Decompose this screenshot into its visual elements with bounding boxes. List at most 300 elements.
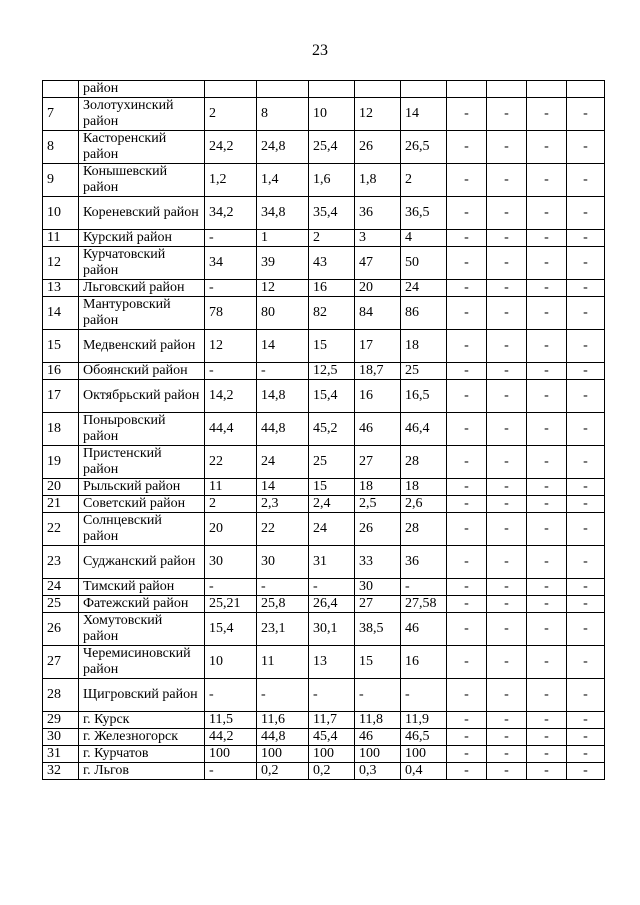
value-cell: - [309, 579, 355, 596]
row-number-cell: 17 [43, 380, 79, 413]
value-cell: 26 [355, 131, 401, 164]
district-name-cell: Касторенский район [79, 131, 205, 164]
district-name-cell: Курчатовский район [79, 247, 205, 280]
value-cell: 10 [205, 646, 257, 679]
district-name-cell: Конышевский район [79, 164, 205, 197]
extra-value-cell: - [487, 230, 527, 247]
extra-value-cell: - [447, 763, 487, 780]
extra-value-cell: - [447, 230, 487, 247]
value-cell: 26 [355, 513, 401, 546]
value-cell [355, 81, 401, 98]
table-row [43, 81, 605, 98]
extra-value-cell: - [447, 363, 487, 380]
value-cell: 31 [309, 546, 355, 579]
district-name-cell: Фатежский район [79, 596, 205, 613]
row-number-cell: 23 [43, 546, 79, 579]
extra-value-cell: - [567, 679, 605, 712]
district-name-cell: Золотухинский район [79, 98, 205, 131]
table-row [43, 712, 605, 729]
value-cell: 15,4 [309, 380, 355, 413]
value-cell: - [257, 579, 309, 596]
value-cell: 86 [401, 297, 447, 330]
value-cell: 15,4 [205, 613, 257, 646]
table-row [43, 197, 605, 230]
value-cell: 16 [401, 646, 447, 679]
table-row [43, 98, 605, 131]
value-cell: 15 [309, 479, 355, 496]
extra-value-cell: - [567, 763, 605, 780]
value-cell: 26,5 [401, 131, 447, 164]
value-cell: 24 [257, 446, 309, 479]
row-number-cell: 26 [43, 613, 79, 646]
extra-value-cell: - [567, 496, 605, 513]
table-row [43, 596, 605, 613]
value-cell: 3 [355, 230, 401, 247]
row-number-cell: 13 [43, 280, 79, 297]
extra-value-cell: - [567, 646, 605, 679]
value-cell: 1,4 [257, 164, 309, 197]
value-cell: - [309, 679, 355, 712]
row-number-cell: 16 [43, 363, 79, 380]
table-row [43, 131, 605, 164]
value-cell: 1,8 [355, 164, 401, 197]
row-number-cell: 29 [43, 712, 79, 729]
table-row [43, 513, 605, 546]
value-cell: 2 [205, 98, 257, 131]
district-name-cell: Обоянский район [79, 363, 205, 380]
value-cell: 16,5 [401, 380, 447, 413]
extra-value-cell: - [567, 197, 605, 230]
extra-value-cell: - [487, 98, 527, 131]
value-cell: 13 [309, 646, 355, 679]
extra-value-cell: - [567, 712, 605, 729]
value-cell: 25 [401, 363, 447, 380]
row-number-cell: 9 [43, 164, 79, 197]
extra-value-cell: - [487, 546, 527, 579]
extra-value-cell: - [527, 230, 567, 247]
value-cell: 1,2 [205, 164, 257, 197]
table-row [43, 280, 605, 297]
value-cell: 45,2 [309, 413, 355, 446]
value-cell [205, 81, 257, 98]
value-cell: 0,2 [257, 763, 309, 780]
table-row [43, 646, 605, 679]
extra-value-cell: - [527, 496, 567, 513]
extra-value-cell: - [527, 413, 567, 446]
extra-value-cell: - [487, 746, 527, 763]
value-cell: 46,5 [401, 729, 447, 746]
district-name-cell: Щигровский район [79, 679, 205, 712]
extra-value-cell: - [447, 131, 487, 164]
value-cell: 14,8 [257, 380, 309, 413]
value-cell: 18 [401, 479, 447, 496]
value-cell: 15 [309, 330, 355, 363]
extra-value-cell: - [567, 513, 605, 546]
extra-value-cell: - [527, 280, 567, 297]
table-row [43, 763, 605, 780]
extra-value-cell: - [567, 98, 605, 131]
extra-value-cell: - [447, 280, 487, 297]
row-number-cell: 21 [43, 496, 79, 513]
extra-value-cell: - [527, 746, 567, 763]
value-cell: 100 [205, 746, 257, 763]
extra-value-cell: - [567, 746, 605, 763]
value-cell: 14,2 [205, 380, 257, 413]
extra-value-cell: - [527, 679, 567, 712]
row-number-cell: 11 [43, 230, 79, 247]
district-name-cell: Хомутовский район [79, 613, 205, 646]
district-name-cell: Солнцевский район [79, 513, 205, 546]
value-cell: 84 [355, 297, 401, 330]
value-cell: 25,8 [257, 596, 309, 613]
row-number-cell [43, 81, 79, 98]
value-cell: 27 [355, 446, 401, 479]
row-number-cell: 28 [43, 679, 79, 712]
value-cell: - [401, 579, 447, 596]
table-row [43, 479, 605, 496]
value-cell: 30 [205, 546, 257, 579]
value-cell: 16 [355, 380, 401, 413]
extra-value-cell: - [527, 646, 567, 679]
row-number-cell: 7 [43, 98, 79, 131]
value-cell: 2 [309, 230, 355, 247]
extra-value-cell: - [487, 496, 527, 513]
table-row [43, 579, 605, 596]
extra-value-cell: - [567, 247, 605, 280]
extra-value-cell: - [447, 646, 487, 679]
extra-value-cell: - [527, 712, 567, 729]
extra-value-cell: - [567, 230, 605, 247]
row-number-cell: 20 [43, 479, 79, 496]
value-cell: 2,4 [309, 496, 355, 513]
extra-value-cell: - [567, 280, 605, 297]
value-cell: 100 [257, 746, 309, 763]
district-name-cell: Черемисиновский район [79, 646, 205, 679]
value-cell: 100 [309, 746, 355, 763]
extra-value-cell: - [527, 363, 567, 380]
extra-value-cell: - [527, 446, 567, 479]
value-cell: 11,7 [309, 712, 355, 729]
value-cell: - [401, 679, 447, 712]
value-cell [257, 81, 309, 98]
value-cell: 18 [355, 479, 401, 496]
table-row [43, 496, 605, 513]
district-name-cell: г. Курчатов [79, 746, 205, 763]
row-number-cell: 8 [43, 131, 79, 164]
district-name-cell: Суджанский район [79, 546, 205, 579]
value-cell: - [205, 579, 257, 596]
value-cell: 46 [355, 729, 401, 746]
extra-value-cell: - [567, 380, 605, 413]
extra-value-cell: - [487, 579, 527, 596]
row-number-cell: 19 [43, 446, 79, 479]
district-name-cell: г. Железногорск [79, 729, 205, 746]
extra-value-cell: - [447, 613, 487, 646]
row-number-cell: 22 [43, 513, 79, 546]
value-cell: 2 [401, 164, 447, 197]
value-cell: 28 [401, 513, 447, 546]
table-row [43, 729, 605, 746]
extra-value-cell: - [487, 712, 527, 729]
value-cell [401, 81, 447, 98]
value-cell: 26,4 [309, 596, 355, 613]
value-cell: 12 [355, 98, 401, 131]
extra-value-cell: - [487, 330, 527, 363]
extra-value-cell: - [447, 380, 487, 413]
value-cell: 25 [309, 446, 355, 479]
extra-value-cell: - [567, 413, 605, 446]
row-number-cell: 12 [43, 247, 79, 280]
value-cell: 46 [401, 613, 447, 646]
extra-value-cell [527, 81, 567, 98]
extra-value-cell: - [447, 546, 487, 579]
value-cell: 14 [257, 479, 309, 496]
value-cell: - [355, 679, 401, 712]
row-number-cell: 15 [43, 330, 79, 363]
table-row [43, 330, 605, 363]
extra-value-cell: - [527, 596, 567, 613]
value-cell: - [205, 763, 257, 780]
extra-value-cell: - [447, 679, 487, 712]
value-cell: 1,6 [309, 164, 355, 197]
table-row [43, 363, 605, 380]
table-row [43, 164, 605, 197]
extra-value-cell: - [567, 330, 605, 363]
extra-value-cell: - [487, 380, 527, 413]
table-row [43, 247, 605, 280]
value-cell: 44,4 [205, 413, 257, 446]
district-name-cell: Советский район [79, 496, 205, 513]
extra-value-cell: - [447, 596, 487, 613]
extra-value-cell: - [527, 380, 567, 413]
extra-value-cell: - [567, 546, 605, 579]
extra-value-cell: - [447, 330, 487, 363]
extra-value-cell: - [487, 513, 527, 546]
extra-value-cell: - [567, 297, 605, 330]
value-cell: - [205, 679, 257, 712]
value-cell: 46 [355, 413, 401, 446]
extra-value-cell: - [447, 746, 487, 763]
table-row [43, 679, 605, 712]
value-cell: 11,8 [355, 712, 401, 729]
value-cell: 11,5 [205, 712, 257, 729]
district-name-cell: Октябрьский район [79, 380, 205, 413]
value-cell: 100 [401, 746, 447, 763]
value-cell: 2,6 [401, 496, 447, 513]
extra-value-cell: - [447, 712, 487, 729]
extra-value-cell: - [487, 280, 527, 297]
extra-value-cell: - [487, 413, 527, 446]
extra-value-cell: - [447, 164, 487, 197]
value-cell: 46,4 [401, 413, 447, 446]
extra-value-cell: - [487, 596, 527, 613]
value-cell: 2,3 [257, 496, 309, 513]
extra-value-cell: - [567, 363, 605, 380]
row-number-cell: 30 [43, 729, 79, 746]
district-name-cell: Кореневский район [79, 197, 205, 230]
value-cell: 39 [257, 247, 309, 280]
value-cell: 11 [205, 479, 257, 496]
extra-value-cell: - [487, 479, 527, 496]
value-cell: 30,1 [309, 613, 355, 646]
value-cell: 38,5 [355, 613, 401, 646]
district-name-cell: Медвенский район [79, 330, 205, 363]
extra-value-cell: - [527, 763, 567, 780]
value-cell: 11,9 [401, 712, 447, 729]
table-row [43, 413, 605, 446]
district-name-cell: район [79, 81, 205, 98]
extra-value-cell: - [487, 363, 527, 380]
value-cell: 27 [355, 596, 401, 613]
extra-value-cell: - [567, 446, 605, 479]
value-cell: - [205, 280, 257, 297]
extra-value-cell: - [447, 446, 487, 479]
extra-value-cell: - [447, 413, 487, 446]
page-number: 23 [312, 42, 328, 59]
extra-value-cell: - [447, 479, 487, 496]
extra-value-cell: - [447, 197, 487, 230]
table-row [43, 297, 605, 330]
value-cell: 100 [355, 746, 401, 763]
district-data-table [42, 80, 605, 780]
value-cell: 34 [205, 247, 257, 280]
value-cell: 34,2 [205, 197, 257, 230]
district-name-cell: Мантуровский район [79, 297, 205, 330]
value-cell: 44,8 [257, 729, 309, 746]
value-cell: 11 [257, 646, 309, 679]
table-row [43, 546, 605, 579]
row-number-cell: 24 [43, 579, 79, 596]
value-cell: - [205, 230, 257, 247]
value-cell: 27,58 [401, 596, 447, 613]
extra-value-cell: - [527, 197, 567, 230]
value-cell: 45,4 [309, 729, 355, 746]
extra-value-cell: - [527, 613, 567, 646]
value-cell: 50 [401, 247, 447, 280]
value-cell: 28 [401, 446, 447, 479]
value-cell: 2 [205, 496, 257, 513]
extra-value-cell: - [527, 247, 567, 280]
extra-value-cell: - [487, 164, 527, 197]
extra-value-cell: - [487, 247, 527, 280]
extra-value-cell: - [447, 496, 487, 513]
extra-value-cell: - [527, 297, 567, 330]
extra-value-cell [487, 81, 527, 98]
table-row [43, 613, 605, 646]
row-number-cell: 32 [43, 763, 79, 780]
value-cell: 30 [257, 546, 309, 579]
extra-value-cell: - [487, 679, 527, 712]
value-cell: 18,7 [355, 363, 401, 380]
extra-value-cell [447, 81, 487, 98]
extra-value-cell: - [527, 479, 567, 496]
value-cell: 25,21 [205, 596, 257, 613]
district-name-cell: Поныровский район [79, 413, 205, 446]
value-cell: 18 [401, 330, 447, 363]
extra-value-cell: - [487, 131, 527, 164]
value-cell: 34,8 [257, 197, 309, 230]
value-cell: 24,8 [257, 131, 309, 164]
value-cell: 0,2 [309, 763, 355, 780]
value-cell: 24 [309, 513, 355, 546]
extra-value-cell: - [447, 513, 487, 546]
extra-value-cell: - [487, 197, 527, 230]
district-name-cell: Льговский район [79, 280, 205, 297]
value-cell: 24,2 [205, 131, 257, 164]
district-name-cell: г. Льгов [79, 763, 205, 780]
value-cell [309, 81, 355, 98]
value-cell: 2,5 [355, 496, 401, 513]
value-cell: 15 [355, 646, 401, 679]
extra-value-cell: - [527, 131, 567, 164]
value-cell: 33 [355, 546, 401, 579]
row-number-cell: 10 [43, 197, 79, 230]
value-cell: 16 [309, 280, 355, 297]
value-cell: 47 [355, 247, 401, 280]
table-row [43, 746, 605, 763]
extra-value-cell: - [487, 297, 527, 330]
extra-value-cell: - [527, 729, 567, 746]
extra-value-cell: - [487, 646, 527, 679]
table-row [43, 446, 605, 479]
value-cell: 43 [309, 247, 355, 280]
extra-value-cell: - [527, 546, 567, 579]
value-cell: 12,5 [309, 363, 355, 380]
value-cell: 0,3 [355, 763, 401, 780]
extra-value-cell: - [527, 513, 567, 546]
district-name-cell: Рыльский район [79, 479, 205, 496]
value-cell: 10 [309, 98, 355, 131]
district-name-cell: г. Курск [79, 712, 205, 729]
extra-value-cell: - [487, 763, 527, 780]
row-number-cell: 14 [43, 297, 79, 330]
extra-value-cell: - [567, 479, 605, 496]
value-cell: 36,5 [401, 197, 447, 230]
extra-value-cell: - [527, 164, 567, 197]
value-cell: 14 [257, 330, 309, 363]
value-cell: 4 [401, 230, 447, 247]
table-body [43, 81, 605, 780]
value-cell: 1 [257, 230, 309, 247]
value-cell: - [257, 679, 309, 712]
value-cell: 44,2 [205, 729, 257, 746]
value-cell: 36 [355, 197, 401, 230]
extra-value-cell: - [487, 446, 527, 479]
value-cell: 78 [205, 297, 257, 330]
value-cell: 44,8 [257, 413, 309, 446]
value-cell: 8 [257, 98, 309, 131]
value-cell: 12 [257, 280, 309, 297]
value-cell: - [257, 363, 309, 380]
value-cell: 0,4 [401, 763, 447, 780]
extra-value-cell: - [447, 729, 487, 746]
value-cell: 24 [401, 280, 447, 297]
value-cell: - [205, 363, 257, 380]
value-cell: 25,4 [309, 131, 355, 164]
table-row [43, 380, 605, 413]
extra-value-cell: - [487, 613, 527, 646]
value-cell: 80 [257, 297, 309, 330]
extra-value-cell: - [527, 330, 567, 363]
extra-value-cell [567, 81, 605, 98]
extra-value-cell: - [567, 164, 605, 197]
extra-value-cell: - [527, 579, 567, 596]
extra-value-cell: - [567, 613, 605, 646]
row-number-cell: 18 [43, 413, 79, 446]
district-name-cell: Курский район [79, 230, 205, 247]
extra-value-cell: - [567, 131, 605, 164]
district-name-cell: Пристенский район [79, 446, 205, 479]
